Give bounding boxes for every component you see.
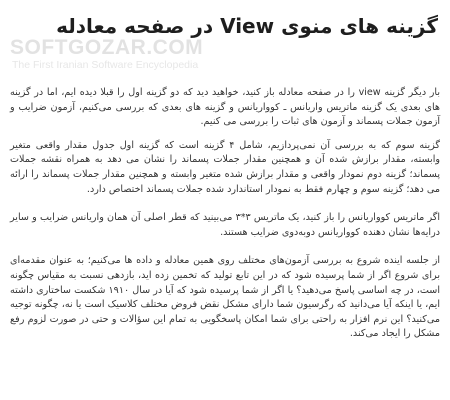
paragraph-next-session: از جلسه اینده شروع به بررسی آزمون‌های مختلف روی همین معادله و داده ها می‌کنیم؛ به عنوان مقدمه‌ای برای شروع اگر از شما پرسیده شود که در این تابع تولید که تخمین زده اید، بازدهی نسبت به مقیاس چگونه است، در چه اساسی پاسخ می‌دهید؟ یا اگر از شما پرسیده شود که آیا در سال ۱۹۱۰ شکست ساختاری داشته ایم، یا اینکه آیا می‌دانید که رگرسیون شما دارای مشکل نقض فروض مختلف کلاسیک است یا نه، چگونه توجیه می‌کنید؟ این نرم افزار به راحتی برای شما امکان پاسخگویی به تمام این سؤالات و حتی در صورت لزوم رفع مشکل را ایجاد می‌کند. [10,255,440,340]
watermark [10,36,270,74]
watermark-logo: SOFTGOZAR.COM [10,36,204,59]
watermark-tagline: The First Iranian Software Encyclopedia [12,59,199,71]
paragraph-covariance: اگر ماتریس کوواریانس را باز کنید، یک ماتریس ۳*۳ می‌بینید که قطر اصلی آن همان واریانس ضرایب و سایر درایه‌ها نشان دهنده کوواریانس دوبه‌دوی ضرایب هستند. [10,212,440,238]
article-title: گزینه های منوی View در صفحه معادله [56,14,438,38]
article-body [10,86,440,351]
paragraph-view-menu: بار دیگر گزینه view را در صفحه معادله باز کنید، خواهید دید که دو گزینه اول را قبلا دیده ایم، اما در گزینه های بعدی یک گزینه ماتریس واریانس ـ کوواریانس و گزینه های بعدی که بررسی می‌کنیم، آزمون ضرایب و آزمون جملات پسماند و آزمون های ثبات را بررسی می کنیم. [10,87,441,128]
paragraph-residuals: گزینه سوم که به بررسی آن نمی‌پردازیم، شامل ۴ گزینه است که گزینه اول جدول مقدار واقعی متغیر وابسته، مقدار برازش شده آن و همچنین مقدار جملات پسماند را نشان می دهد به همراه نقشه جملات پسماند؛ گزینه دوم نمودار واقعی و مقدار برازش شده متغیر وابسته و همچنین مقدار جملات پسماند را ارائه می دهد؛ گزینه سوم و چهارم فقط به نمودار استاندارد شده جملات پسماند اختصاص دارد. [10,139,440,195]
